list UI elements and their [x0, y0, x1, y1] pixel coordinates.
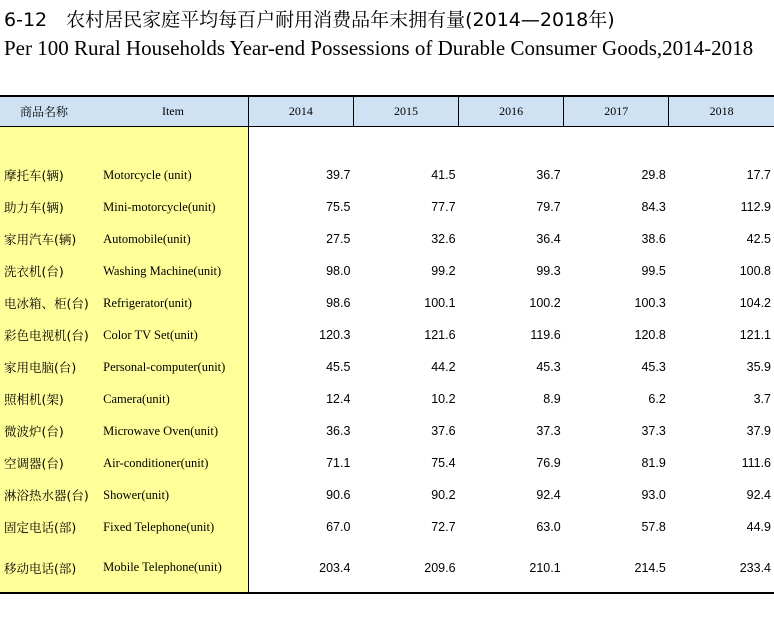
- value-cell: 98.0: [248, 255, 353, 287]
- item-name-english: Mobile Telephone(unit): [98, 543, 248, 593]
- value-cell: 99.2: [431, 264, 456, 278]
- value-cell: 90.6: [248, 479, 353, 511]
- value-cell: 104.2: [739, 296, 771, 310]
- value-cell: 57.8: [641, 520, 666, 534]
- header-row: [0, 96, 774, 127]
- item-name-chinese: 家用电脑(台): [0, 351, 98, 383]
- value-cell: 210.1: [459, 543, 564, 593]
- header-year: 2017: [564, 96, 669, 127]
- value-cell: 112.9: [740, 200, 771, 214]
- value-cell: 93.0: [641, 488, 666, 502]
- item-name-chinese: 淋浴热水器(台): [0, 479, 98, 511]
- value-cell: 29.8: [641, 168, 666, 182]
- value-cell: 121.1: [739, 328, 771, 342]
- table-row: [0, 191, 774, 223]
- item-name-chinese: 移动电话(部): [0, 543, 98, 593]
- table-row: [0, 287, 774, 319]
- item-name-english: Personal-computer(unit): [98, 351, 248, 383]
- value-cell: 100.3: [634, 296, 666, 310]
- value-cell: 17.7: [746, 168, 771, 182]
- item-name-english: Fixed Telephone(unit): [98, 511, 248, 543]
- item-name-english: Motorcycle (unit): [98, 159, 248, 191]
- value-cell: 76.9: [536, 456, 561, 470]
- value-cell: 120.8: [634, 328, 666, 342]
- item-name-chinese: 洗衣机(台): [0, 255, 98, 287]
- value-cell: 32.6: [431, 232, 456, 246]
- spacer-cell: [669, 127, 774, 160]
- table-row: [0, 543, 774, 593]
- header-year: 2014: [248, 96, 353, 127]
- item-name-chinese: 照相机(架): [0, 383, 98, 415]
- value-cell: 84.3: [641, 200, 666, 214]
- item-name-chinese: 助力车(辆): [0, 191, 98, 223]
- value-cell: 79.7: [536, 200, 561, 214]
- table-row: [0, 223, 774, 255]
- table-row: [0, 447, 774, 479]
- value-cell: 209.6: [353, 543, 458, 593]
- header-year: 2016: [459, 96, 564, 127]
- value-cell: 8.9: [543, 392, 561, 406]
- value-cell: 6.2: [648, 392, 666, 406]
- spacer-cell: [98, 127, 248, 160]
- value-cell: 75.5: [248, 191, 353, 223]
- table-row: [0, 415, 774, 447]
- item-name-chinese: 空调器(台): [0, 447, 98, 479]
- value-cell: 39.7: [248, 159, 353, 191]
- value-cell: 67.0: [248, 511, 353, 543]
- header-year: 2018: [669, 96, 774, 127]
- table-row: [0, 319, 774, 351]
- value-cell: 90.2: [431, 488, 456, 502]
- value-cell: 37.6: [431, 424, 456, 438]
- value-cell: 100.2: [529, 296, 561, 310]
- item-name-english: Automobile(unit): [98, 223, 248, 255]
- item-name-english: Mini-motorcycle(unit): [98, 191, 248, 223]
- item-name-chinese: 电冰箱、柜(台): [0, 287, 98, 319]
- item-name-english: Washing Machine(unit): [98, 255, 248, 287]
- value-cell: 38.6: [641, 232, 666, 246]
- value-cell: 63.0: [536, 520, 561, 534]
- value-cell: 44.2: [431, 360, 456, 374]
- value-cell: 121.6: [424, 328, 456, 342]
- header-item-chinese: 商品名称: [0, 96, 98, 127]
- table-title-chinese: 6-12 农村居民家庭平均每百户耐用消费品年末拥有量(2014—2018年): [4, 9, 615, 31]
- value-cell: 44.9: [746, 520, 771, 534]
- spacer-cell: [248, 127, 353, 160]
- item-name-english: Shower(unit): [98, 479, 248, 511]
- header-year: 2015: [353, 96, 458, 127]
- spacer-cell: [353, 127, 458, 160]
- value-cell: 36.4: [536, 232, 561, 246]
- table-row: [0, 511, 774, 543]
- value-cell: 92.4: [746, 488, 771, 502]
- item-name-chinese: 固定电话(部): [0, 511, 98, 543]
- value-cell: 71.1: [248, 447, 353, 479]
- value-cell: 99.5: [641, 264, 666, 278]
- table-row: [0, 351, 774, 383]
- table-row: [0, 255, 774, 287]
- value-cell: 3.7: [753, 392, 771, 406]
- table-title-english: Per 100 Rural Households Year-end Possessions of Durable Consumer Goods,2014-2018: [4, 36, 754, 60]
- spacer-cell: [0, 127, 98, 160]
- value-cell: 12.4: [248, 383, 353, 415]
- value-cell: 27.5: [248, 223, 353, 255]
- item-name-english: Microwave Oven(unit): [98, 415, 248, 447]
- value-cell: 233.4: [669, 543, 774, 593]
- header-item-english: Item: [98, 96, 248, 127]
- value-cell: 100.1: [424, 296, 456, 310]
- value-cell: 92.4: [536, 488, 561, 502]
- value-cell: 37.9: [746, 424, 771, 438]
- item-name-english: Air-conditioner(unit): [98, 447, 248, 479]
- value-cell: 41.5: [431, 168, 456, 182]
- value-cell: 119.6: [530, 328, 561, 342]
- spacer-cell: [564, 127, 669, 160]
- item-name-english: Refrigerator(unit): [98, 287, 248, 319]
- value-cell: 99.3: [536, 264, 561, 278]
- item-name-chinese: 家用汽车(辆): [0, 223, 98, 255]
- value-cell: 120.3: [248, 319, 353, 351]
- table-row: [0, 159, 774, 191]
- spacer-cell: [459, 127, 564, 160]
- value-cell: 72.7: [431, 520, 456, 534]
- value-cell: 45.3: [536, 360, 561, 374]
- value-cell: 45.3: [641, 360, 666, 374]
- value-cell: 45.5: [248, 351, 353, 383]
- value-cell: 10.2: [431, 392, 456, 406]
- value-cell: 100.8: [739, 264, 771, 278]
- value-cell: 37.3: [536, 424, 561, 438]
- value-cell: 98.6: [248, 287, 353, 319]
- value-cell: 36.7: [536, 168, 561, 182]
- data-table: [0, 95, 774, 594]
- table-row: [0, 383, 774, 415]
- item-name-chinese: 微波炉(台): [0, 415, 98, 447]
- value-cell: 35.9: [746, 360, 771, 374]
- value-cell: 37.3: [641, 424, 666, 438]
- value-cell: 75.4: [431, 456, 456, 470]
- spacer-row: [0, 127, 774, 160]
- value-cell: 81.9: [641, 456, 666, 470]
- value-cell: 36.3: [248, 415, 353, 447]
- item-name-chinese: 摩托车(辆): [0, 159, 98, 191]
- item-name-chinese: 彩色电视机(台): [0, 319, 98, 351]
- value-cell: 214.5: [564, 543, 669, 593]
- value-cell: 111.6: [741, 456, 771, 470]
- value-cell: 77.7: [431, 200, 456, 214]
- item-name-english: Color TV Set(unit): [98, 319, 248, 351]
- item-name-english: Camera(unit): [98, 383, 248, 415]
- value-cell: 203.4: [248, 543, 353, 593]
- table-row: [0, 479, 774, 511]
- value-cell: 42.5: [746, 232, 771, 246]
